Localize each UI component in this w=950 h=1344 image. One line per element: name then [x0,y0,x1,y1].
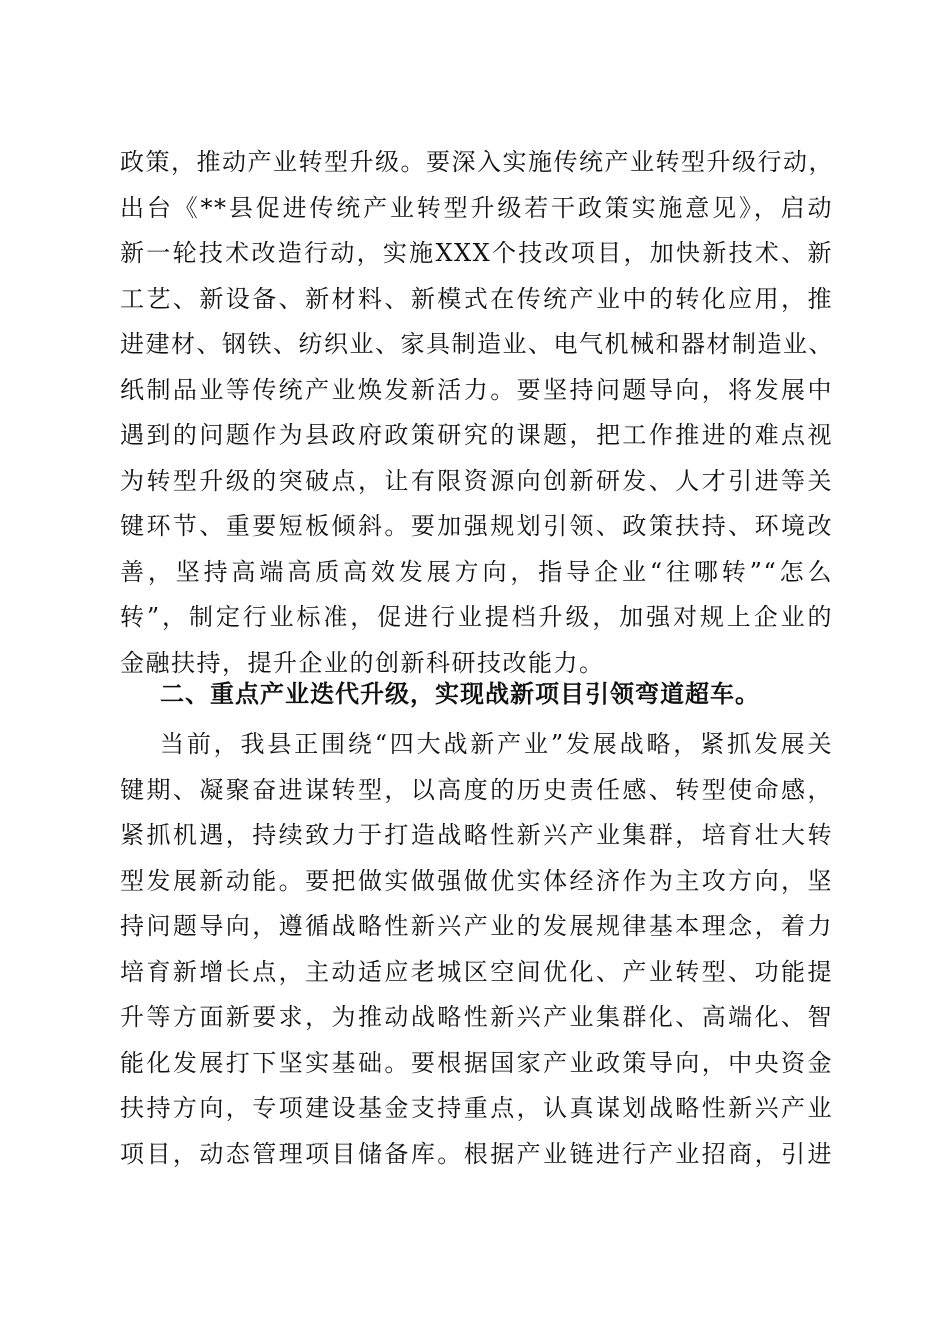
paragraph-2-line: 型发展新动能。要把做实做强做优实体经济作为主攻方向，坚 [120,866,833,895]
paragraph-1-line: 金融扶持，提升企业的创新科研技改能力。 [120,648,605,677]
paragraph-1-line: 纸制品业等传统产业焕发新活力。要坚持问题导向，将发展中 [120,375,833,404]
paragraph-1-line: 进建材、钢铁、纺织业、家具制造业、电气机械和器材制造业、 [120,330,834,358]
paragraph-1-line: 出台《**县促进传统产业转型升级若干政策实施意见》，启动 [120,193,833,222]
paragraph-1 [120,140,833,686]
paragraph-2-line: 培育新增长点，主动适应老城区空间优化、产业转型、功能提 [120,957,833,986]
paragraph-1-line: 政策，推动产业转型升级。要深入实施传统产业转型升级行动， [120,148,834,176]
paragraph-2-line: 升等方面新要求，为推动战略性新兴产业集群化、高端化、智 [120,1003,833,1031]
paragraph-2-line: 项目，动态管理项目储备库。根据产业链进行产业招商，引进 [120,1139,833,1168]
section-heading: 二、重点产业迭代升级，实现战新项目引领弯道超车。 [160,680,760,708]
paragraph-1-line: 善，坚持高端高质高效发展方向，指导企业“往哪转”“怎么 [120,557,833,586]
paragraph-1-line: 为转型升级的突破点，让有限资源向创新研发、人才引进等关 [120,466,833,495]
paragraph-1-line: 遇到的问题作为县政府政策研究的课题，把工作推进的难点视 [120,421,833,449]
paragraph-2 [120,722,833,1177]
paragraph-1-line: 键环节、重要短板倾斜。要加强规划引领、政策扶持、环境改 [120,512,833,540]
paragraph-1-line: 转”，制定行业标准，促进行业提档升级，加强对规上企业的 [120,603,833,631]
paragraph-2-line: 持问题导向，遵循战略性新兴产业的发展规律基本理念，着力 [120,912,833,940]
paragraph-2-line: 能化发展打下坚实基础。要根据国家产业政策导向，中央资金 [120,1048,833,1077]
paragraph-1-line: 工艺、新设备、新材料、新模式在传统产业中的转化应用，推 [120,284,833,313]
paragraph-2-line: 紧抓机遇，持续致力于打造战略性新兴产业集群，培育壮大转 [120,821,833,849]
paragraph-2-line: 键期、凝聚奋进谋转型，以高度的历史责任感、转型使命感， [120,775,833,804]
paragraph-2-line: 当前，我县正围绕“四大战新产业”发展战略，紧抓发展关 [160,730,833,758]
paragraph-1-line: 新一轮技术改造行动，实施XXX个技改项目，加快新技术、新 [120,239,833,267]
paragraph-2-line: 扶持方向，专项建设基金支持重点，认真谋划战略性新兴产业 [120,1094,833,1122]
